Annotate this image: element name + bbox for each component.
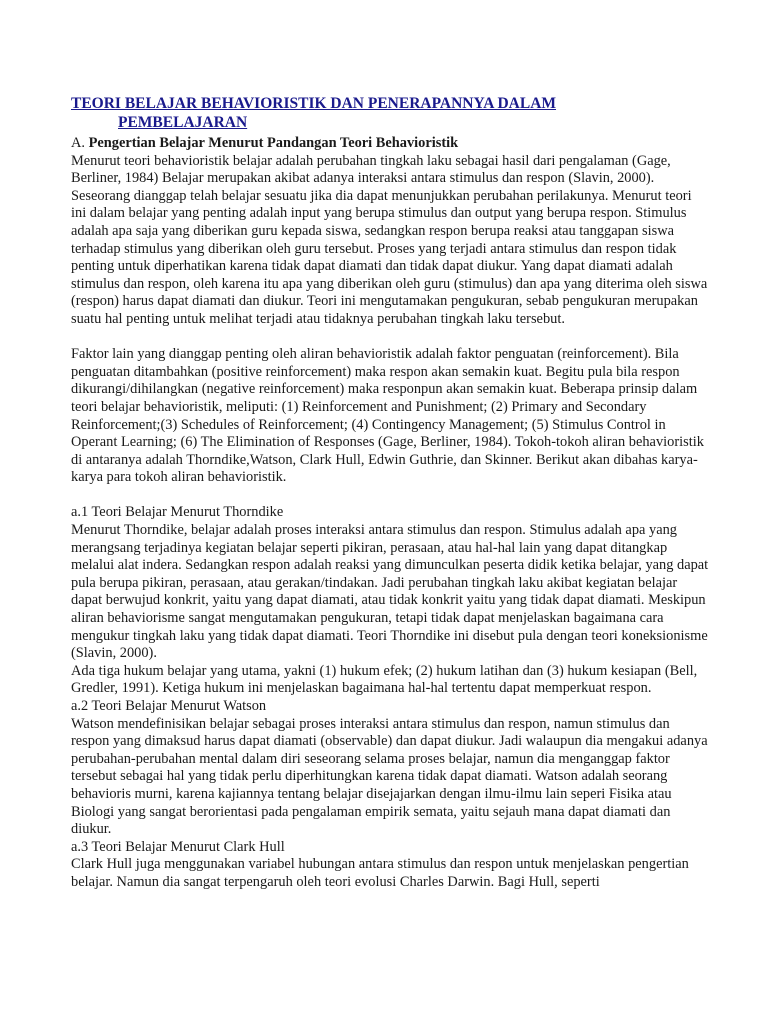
subsection-a3-heading: a.3 Teori Belajar Menurut Clark Hull <box>71 838 285 855</box>
document-title <box>71 94 710 132</box>
subsection-a1-paragraph-1: Menurut Thorndike, belajar adalah proses interaksi antara stimulus dan respon. Stimulus adalah apa yang merangsang terjadinya kegiatan belajar seperti pikiran, perasaan, atau hal-hal lain yang dapat ditangkap melalui alat indera. Sedangkan respon adalah reaksi yang dimunculkan peserta didik ketika belajar, yang dapat pula berupa pikiran, perasaan, atau gerakan/tindakan. Jadi perubahan tingkah laku akibat kegiatan belajar dapat berwujud konkrit, yaitu yang dapat diamati, atau tidak konkrit yaitu yang tidak dapat diamati. Meskipun aliran behaviorisme sangat mengutamakan pengukuran, tetapi tidak dapat menjelaskan bagaimana cara mengukur tingkah laku yang tidak dapat diamati. Teori Thorndike ini disebut pula dengan teori koneksionisme (Slavin, 2000). <box>71 522 709 662</box>
paragraph-spacer <box>71 487 710 505</box>
section-a-title: Pengertian Belajar Menurut Pandangan Teori Behavioristik <box>88 135 459 151</box>
section-a-marker: A. <box>71 135 85 151</box>
title-line-1: TEORI BELAJAR BEHAVIORISTIK DAN PENERAPANNYA DALAM <box>71 95 557 112</box>
section-a-paragraph-2: Faktor lain yang dianggap penting oleh aliran behavioristik adalah faktor penguatan (reinforcement). Bila penguatan ditambahkan (positive reinforcement) maka respon akan semakin kuat. Begitu pula bila respon dikurangi/dihilangkan (negative reinforcement) maka responpun akan semakin kuat. Beberapa prinsip dalam teori belajar behavioristik, meliputi: (1) Reinforcement and Punishment; (2) Primary and Secondary Reinforcement;(3) Schedules of Reinforcement; (4) Contingency Management; (5) Stimulus Control in Operant Learning; (6) The Elimination of Responses (Gage, Berliner, 1984). Tokoh-tokoh aliran behavioristik di antaranya adalah Thorndike,Watson, Clark Hull, Edwin Guthrie, dan Skinner. Berikut akan dibahas karya-karya para tokoh aliran behavioristik. <box>71 346 704 486</box>
section-a-paragraph-1: Menurut teori behavioristik belajar adalah perubahan tingkah laku sebagai hasil dari pengalaman (Gage, Berliner, 1984) Belajar merupakan akibat adanya interaksi antara stimulus dan respon (Slavin, 2000). Seseorang dianggap telah belajar sesuatu jika dia dapat menunjukkan perubahan perilakunya. Menurut teori ini dalam belajar yang penting adalah input yang berupa stimulus dan output yang berupa respon. Stimulus adalah apa saja yang diberikan guru kepada siswa, sedangkan respon berupa reaksi atau tanggapan siswa terhadap stimulus yang diberikan oleh guru tersebut. Proses yang terjadi antara stimulus dan respon tidak penting untuk diperhatikan karena tidak dapat diamati dan tidak dapat diukur. Yang dapat diamati adalah stimulus dan respon, oleh karena itu apa yang diberikan oleh guru (stimulus) dan apa yang diterima oleh siswa (respon) harus dapat diamati dan diukur. Teori ini mengutamakan pengukuran, sebab pengukuran merupakan suatu hal penting untuk melihat terjadi atau tidaknya perubahan tingkah laku tersebut. <box>71 152 708 327</box>
paragraph-spacer <box>71 329 710 347</box>
title-line-2: PEMBELAJARAN <box>118 114 248 131</box>
section-a-heading <box>71 135 710 153</box>
subsection-a1-paragraph-2: Ada tiga hukum belajar yang utama, yakni (1) hukum efek; (2) hukum latihan dan (3) hukum kesiapan (Bell, Gredler, 1991). Ketiga hukum ini menjelaskan bagaimana hal-hal tertentu dapat memperkuat respon. <box>71 662 698 697</box>
subsection-a2-paragraph-1: Watson mendefinisikan belajar sebagai proses interaksi antara stimulus dan respon, namun stimulus dan respon yang dimaksud harus dapat diamati (observable) dan dapat diukur. Jadi walaupun dia mengakui adanya perubahan-perubahan mental dalam diri seseorang selama proses belajar, namun dia menganggap faktor tersebut sebagai hal yang tidak perlu diperhitungkan karena tidak dapat diamati. Watson adalah seorang behavioris murni, karena kajiannya tentang belajar disejajarkan dengan ilmu-ilmu lain seperi Fisika atau Biologi yang sangat berorientasi pada pengalaman empirik semata, yaitu sejauh mana dapat diamati dan diukur. <box>71 715 708 838</box>
subsection-a1-heading: a.1 Teori Belajar Menurut Thorndike <box>71 504 284 521</box>
subsection-a2-heading: a.2 Teori Belajar Menurut Watson <box>71 698 267 714</box>
subsection-a3-paragraph-1: Clark Hull juga menggunakan variabel hubungan antara stimulus dan respon untuk menjelaskan pengertian belajar. Namun dia sangat terpengaruh oleh teori evolusi Charles Darwin. Bagi Hull, seperti <box>71 856 689 890</box>
